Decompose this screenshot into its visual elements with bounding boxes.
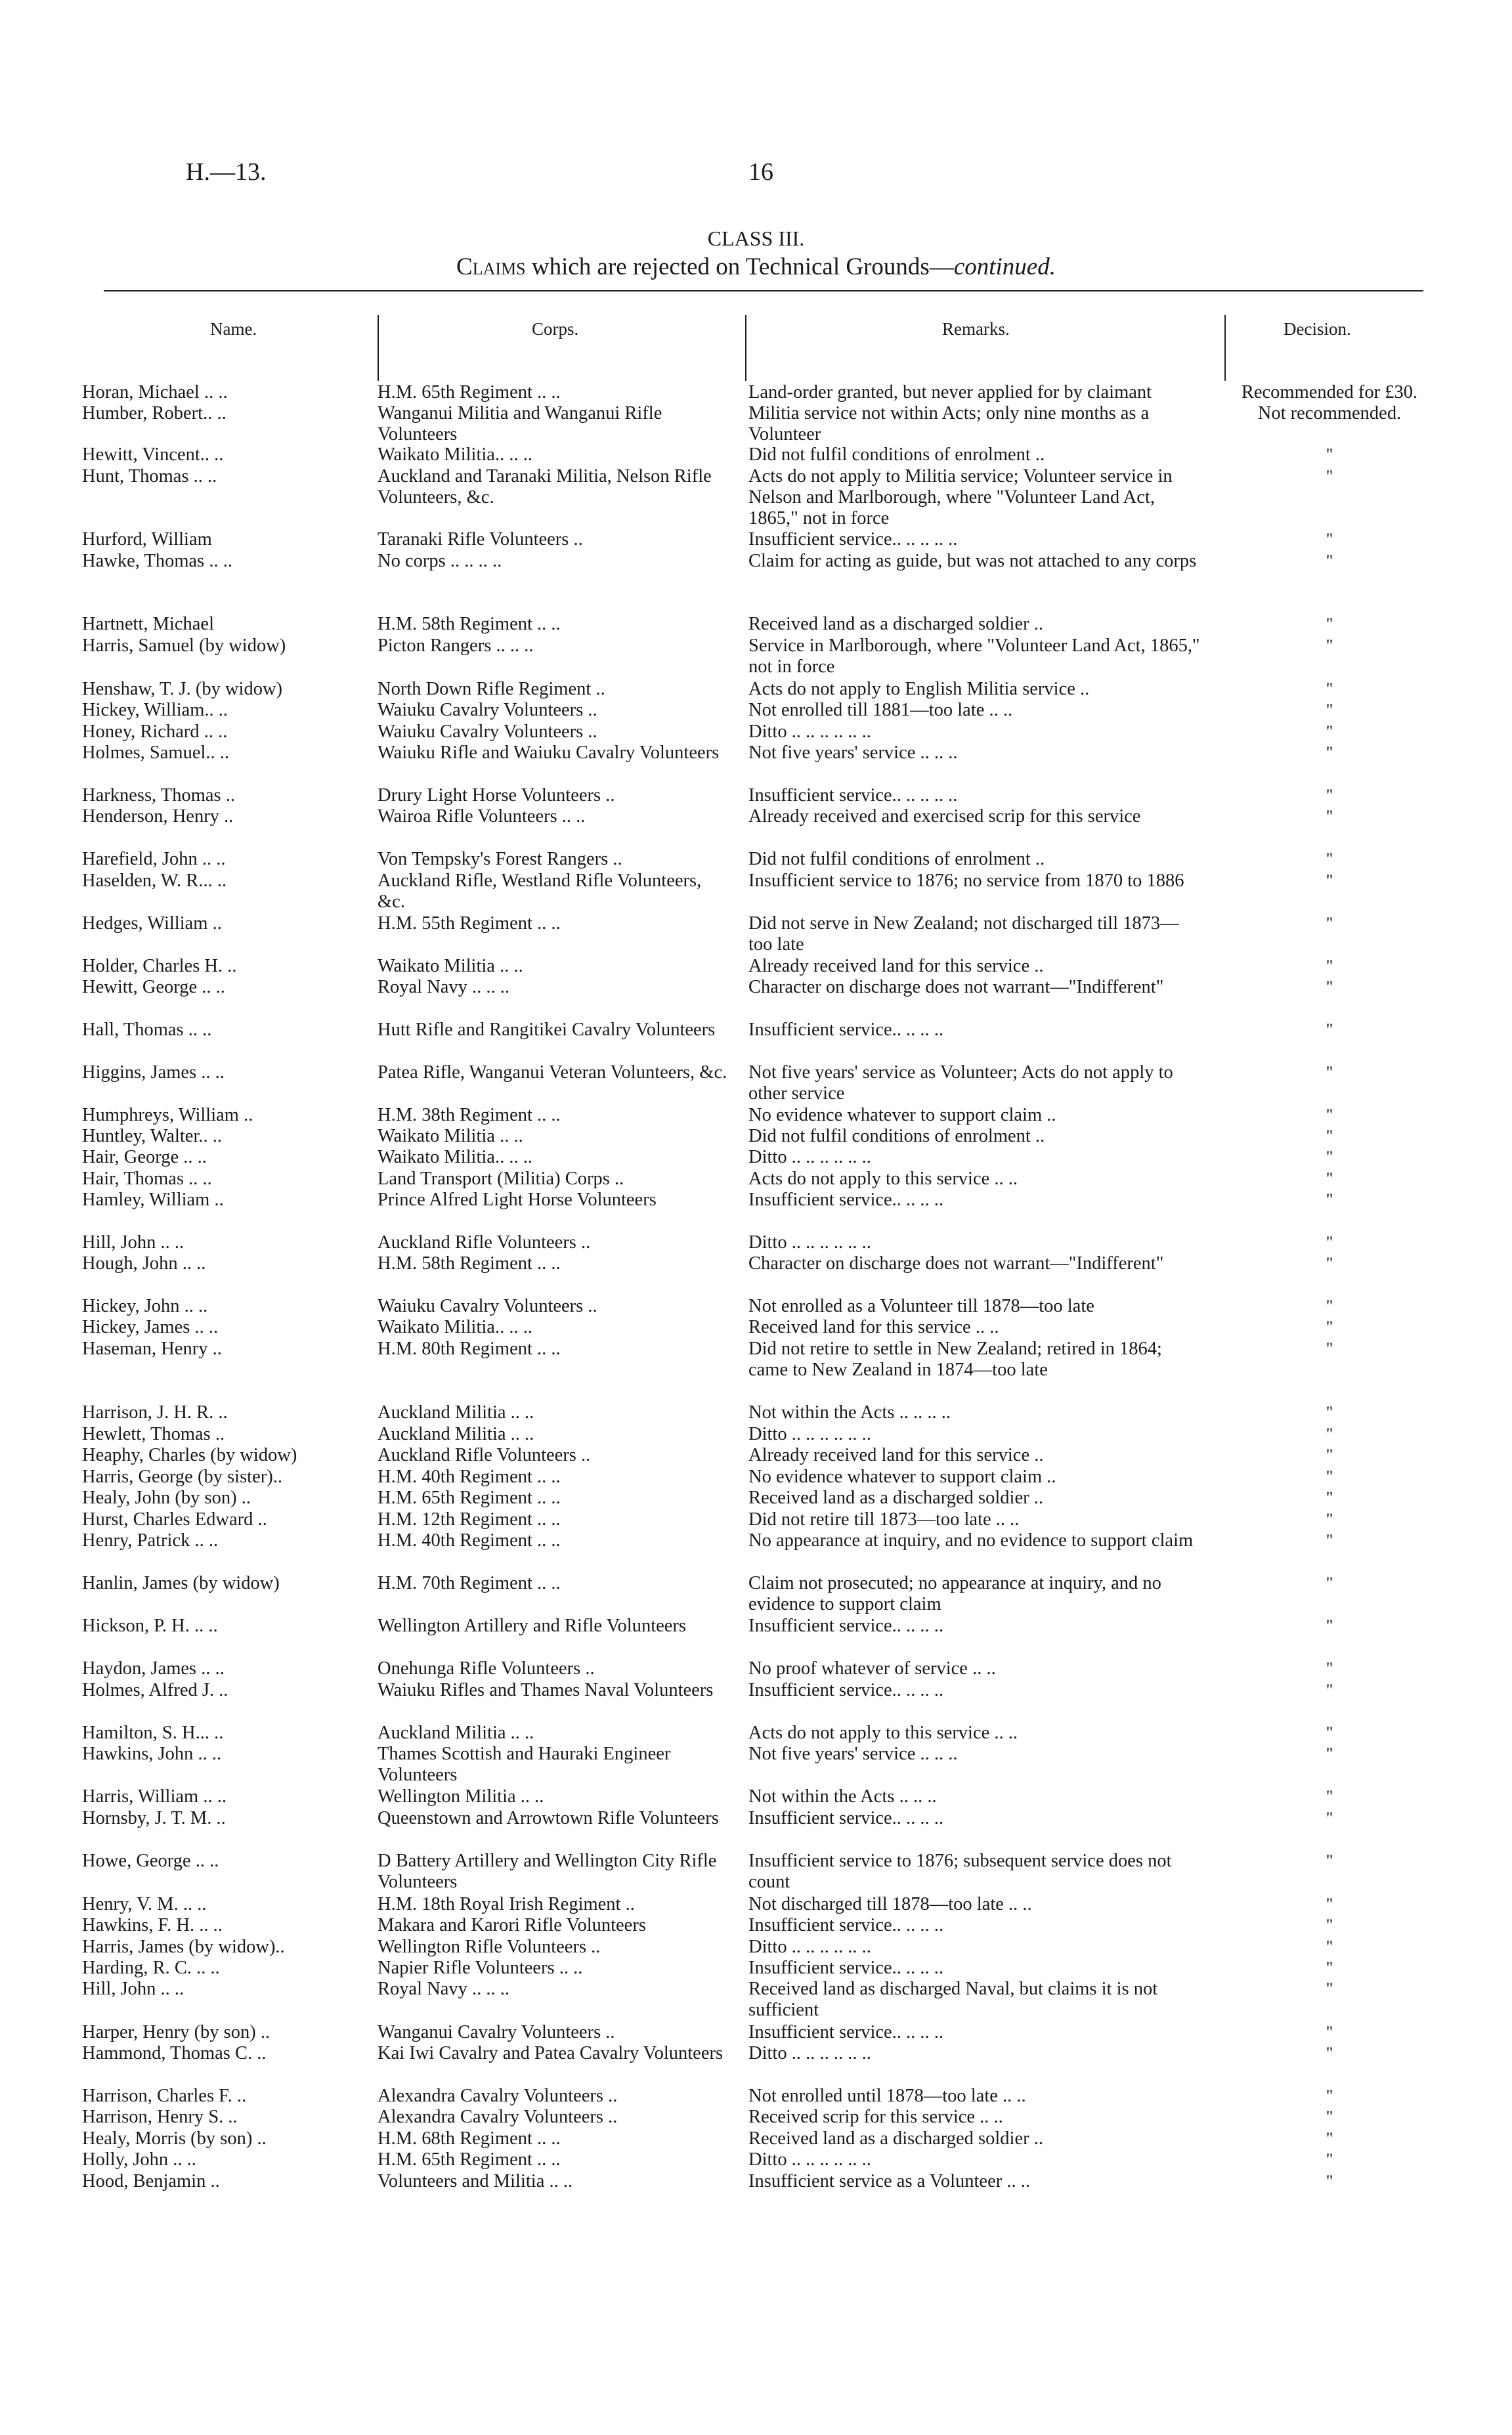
decision: " [1326, 1318, 1333, 1337]
remarks: Insufficient service.. .. .. .. [748, 2022, 944, 2042]
claimant-name: Holmes, Alfred J. .. [82, 1680, 228, 1700]
decision: " [1326, 1063, 1333, 1082]
page-number: 16 [748, 158, 773, 186]
claimant-name: Hawkins, F. H. .. .. [82, 1915, 223, 1935]
decision: " [1326, 1297, 1333, 1316]
remarks: Ditto .. .. .. .. .. .. [748, 1937, 871, 1957]
corps: Royal Navy .. .. .. [378, 1979, 510, 1999]
claimant-name: Hewitt, Vincent.. .. [82, 444, 224, 465]
corps: Waiuku Cavalry Volunteers .. [378, 722, 597, 742]
decision: " [1326, 1169, 1333, 1188]
remarks: Not five years' service .. .. .. [748, 1744, 958, 1764]
claimant-name: Hall, Thomas .. .. [82, 1020, 212, 1040]
decision: " [1326, 1020, 1333, 1039]
decision: " [1326, 743, 1333, 762]
remarks: No evidence whatever to support claim .. [748, 1467, 1056, 1487]
decision: " [1326, 445, 1333, 464]
remarks: Did not serve in New Zealand; not discharged till 1873—too late [748, 913, 1179, 955]
remarks: Character on discharge does not warrant—"Indifferent" [748, 1253, 1164, 1274]
remarks: Acts do not apply to this service .. .. [748, 1169, 1018, 1189]
corps: Von Tempsky's Forest Rangers .. [378, 849, 622, 869]
decision: " [1326, 679, 1333, 699]
corps: Waiuku Rifles and Thames Naval Volunteers [378, 1680, 714, 1700]
claimant-name: Hurst, Charles Edward .. [82, 1509, 267, 1530]
claimant-name: Harrison, Charles F. .. [82, 2086, 247, 2106]
corps: Queenstown and Arrowtown Rifle Volunteers [378, 1808, 719, 1828]
claimant-name: Hanlin, James (by widow) [82, 1573, 280, 1593]
corps: H.M. 65th Regiment .. .. [378, 382, 561, 402]
corps: Patea Rifle, Wanganui Veteran Volunteers, &c. [378, 1062, 727, 1083]
remarks: Already received land for this service .. [748, 1445, 1044, 1465]
decision: " [1326, 2044, 1333, 2063]
claimant-name: Hill, John .. .. [82, 1232, 184, 1253]
corps: North Down Rifle Regiment .. [378, 679, 605, 699]
corps: H.M. 18th Royal Irish Regiment .. [378, 1894, 635, 1914]
corps: Waikato Militia.. .. .. [378, 1147, 532, 1167]
decision: " [1326, 1787, 1333, 1806]
corps: Auckland Rifle Volunteers .. [378, 1445, 591, 1465]
remarks: Claim not prosecuted; no appearance at inquiry, and no evidence to support claim [748, 1573, 1161, 1614]
decision: " [1326, 978, 1333, 997]
corps: Auckland Militia .. .. [378, 1424, 534, 1444]
decision: " [1326, 957, 1333, 976]
claimant-name: Hickey, James .. .. [82, 1317, 219, 1337]
remarks: Not five years' service .. .. .. [748, 743, 958, 763]
column-divider [745, 315, 746, 381]
claimant-name: Hunt, Thomas .. .. [82, 466, 217, 486]
corps: Napier Rifle Volunteers .. .. [378, 1958, 583, 1978]
remarks: Received land as a discharged soldier .. [748, 1488, 1043, 1508]
remarks: Insufficient service.. .. .. .. [748, 1915, 944, 1935]
claimant-name: Honey, Richard .. .. [82, 722, 228, 742]
remarks: Not enrolled until 1878—too late .. .. [748, 2086, 1026, 2106]
claimant-name: Hamley, William .. [82, 1190, 224, 1210]
corps: Taranaki Rifle Volunteers .. [378, 529, 583, 549]
remarks: Received land as discharged Naval, but claims it is not sufficient [748, 1979, 1158, 2020]
claimant-name: Horan, Michael .. .. [82, 382, 228, 402]
decision: " [1326, 467, 1333, 486]
caption-continued: continued. [953, 253, 1056, 280]
remarks: Not within the Acts .. .. .. [748, 1786, 937, 1807]
corps: Waiuku Cavalry Volunteers .. [378, 1296, 597, 1316]
corps: H.M. 65th Regiment .. .. [378, 1488, 561, 1508]
claimant-name: Hurford, William [82, 529, 212, 549]
remarks: Acts do not apply to this service .. .. [748, 1723, 1018, 1743]
remarks: Already received land for this service .. [748, 956, 1044, 976]
claimant-name: Harding, R. C. .. .. [82, 1958, 220, 1978]
claimant-name: Haydon, James .. .. [82, 1658, 225, 1679]
claimant-name: Huntley, Walter.. .. [82, 1126, 222, 1146]
header-top-rule [104, 290, 1423, 291]
claimant-name: Hough, John .. .. [82, 1253, 206, 1274]
decision: " [1326, 1809, 1333, 1828]
decision: " [1326, 1616, 1333, 1635]
decision: " [1326, 1446, 1333, 1465]
document-reference: H.—13. [186, 158, 267, 186]
remarks: Received land as a discharged soldier .. [748, 614, 1043, 634]
corps: Onehunga Rifle Volunteers .. [378, 1658, 595, 1679]
decision: " [1326, 1531, 1333, 1550]
claimant-name: Hawkins, John .. .. [82, 1744, 222, 1764]
claimant-name: Harris, William .. .. [82, 1786, 227, 1807]
decision: " [1326, 1659, 1333, 1678]
decision: " [1326, 1744, 1333, 1763]
decision: " [1326, 1574, 1333, 1593]
remarks: Insufficient service.. .. .. .. .. [748, 785, 958, 806]
decision: " [1326, 1403, 1333, 1422]
corps: Wellington Rifle Volunteers .. [378, 1937, 601, 1957]
caption-text: which are rejected on Technical Grounds— [525, 253, 954, 280]
claimant-name: Hill, John .. .. [82, 1979, 184, 1999]
remarks: Insufficient service to 1876; no service from 1870 to 1886 [748, 871, 1184, 891]
corps: H.M. 68th Regiment .. .. [378, 2128, 561, 2149]
decision: " [1326, 530, 1333, 549]
decision: " [1326, 1339, 1333, 1358]
decision: " [1326, 807, 1333, 826]
claimant-name: Hawke, Thomas .. .. [82, 551, 233, 571]
corps: H.M. 70th Regiment .. .. [378, 1573, 561, 1593]
corps: Prince Alfred Light Horse Volunteers [378, 1190, 657, 1210]
corps: Volunteers and Militia .. .. [378, 2171, 573, 2191]
remarks: Did not fulfil conditions of enrolment .. [748, 849, 1045, 869]
claimant-name: Hartnett, Michael [82, 614, 215, 634]
column-header-remarks: Remarks. [942, 319, 1010, 339]
claimant-name: Hewlett, Thomas .. [82, 1424, 225, 1444]
corps: Land Transport (Militia) Corps .. [378, 1169, 624, 1189]
claimant-name: Hammond, Thomas C. .. [82, 2043, 267, 2063]
claimant-name: Hickey, John .. .. [82, 1296, 208, 1316]
remarks: Character on discharge does not warrant—"Indifferent" [748, 977, 1164, 997]
claimant-name: Heaphy, Charles (by widow) [82, 1445, 297, 1465]
corps: Waiuku Cavalry Volunteers .. [378, 700, 597, 720]
claimant-name: Hood, Benjamin .. [82, 2171, 220, 2191]
remarks: Acts do not apply to English Militia service .. [748, 679, 1090, 699]
column-header-corps: Corps. [532, 319, 579, 339]
decision: " [1326, 1510, 1333, 1529]
corps: Auckland Rifle, Westland Rifle Volunteers, &c. [378, 871, 702, 912]
corps: H.M. 80th Regiment .. .. [378, 1339, 561, 1359]
corps: Picton Rangers .. .. .. [378, 636, 534, 656]
decision: " [1326, 722, 1333, 741]
remarks: Did not retire to settle in New Zealand; retired in 1864; came to New Zealand in 1874—too late [748, 1339, 1162, 1380]
remarks: Did not fulfil conditions of enrolment .. [748, 1126, 1045, 1146]
claimant-name: Harrison, J. H. R. .. [82, 1402, 228, 1423]
remarks: Not enrolled till 1881—too late .. .. [748, 700, 1013, 720]
decision: " [1326, 1425, 1333, 1444]
decision: " [1326, 1681, 1333, 1700]
corps: Makara and Karori Rifle Volunteers [378, 1915, 646, 1935]
corps: Royal Navy .. .. .. [378, 977, 510, 997]
decision: " [1326, 1979, 1333, 1998]
claimant-name: Hewitt, George .. .. [82, 977, 225, 997]
remarks: Ditto .. .. .. .. .. .. [748, 1424, 871, 1444]
remarks: Militia service not within Acts; only nine months as a Volunteer [748, 403, 1150, 444]
corps: Alexandra Cavalry Volunteers .. [378, 2107, 618, 2127]
corps: Auckland Rifle Volunteers .. [378, 1232, 591, 1253]
remarks: Insufficient service to 1876; subsequent service does not count [748, 1851, 1172, 1892]
decision: " [1326, 2172, 1333, 2191]
corps: Hutt Rifle and Rangitikei Cavalry Volunteers [378, 1020, 716, 1040]
corps: H.M. 58th Regiment .. .. [378, 1253, 561, 1274]
decision: Recommended for £30. [1241, 382, 1418, 402]
corps: H.M. 55th Regiment .. .. [378, 913, 561, 934]
claimant-name: Haseman, Henry .. [82, 1339, 222, 1359]
decision: " [1326, 1106, 1333, 1125]
claimant-name: Henderson, Henry .. [82, 806, 234, 827]
claimant-name: Holmes, Samuel.. .. [82, 743, 230, 763]
claimant-name: Harper, Henry (by son) .. [82, 2022, 270, 2042]
decision: " [1326, 2086, 1333, 2105]
remarks: Ditto .. .. .. .. .. .. [748, 2043, 871, 2063]
caption-lead: Claims [456, 253, 526, 280]
remarks: Ditto .. .. .. .. .. .. [748, 1232, 871, 1253]
claimant-name: Higgins, James .. .. [82, 1062, 225, 1083]
claimant-name: Harefield, John .. .. [82, 849, 226, 869]
column-header-name: Name. [210, 319, 257, 339]
claimant-name: Henry, Patrick .. .. [82, 1530, 219, 1551]
column-divider [378, 315, 379, 381]
claimant-name: Hair, Thomas .. .. [82, 1169, 212, 1189]
claimant-name: Hair, George .. .. [82, 1147, 207, 1167]
remarks: Ditto .. .. .. .. .. .. [748, 722, 871, 742]
corps: Kai Iwi Cavalry and Patea Cavalry Volunteers [378, 2043, 724, 2063]
decision: " [1326, 614, 1333, 634]
decision: " [1326, 1467, 1333, 1486]
decision: " [1326, 1488, 1333, 1507]
remarks: No proof whatever of service .. .. [748, 1658, 996, 1679]
claimant-name: Hickson, P. H. .. .. [82, 1616, 218, 1636]
remarks: Insufficient service.. .. .. .. [748, 1190, 944, 1210]
remarks: Insufficient service.. .. .. .. .. [748, 529, 958, 549]
remarks: Insufficient service.. .. .. .. [748, 1680, 944, 1700]
decision: " [1326, 2023, 1333, 2042]
remarks: No evidence whatever to support claim .. [748, 1105, 1056, 1125]
remarks: Ditto .. .. .. .. .. .. [748, 1147, 871, 1167]
remarks: Received scrip for this service .. .. [748, 2107, 1003, 2127]
corps: Wanganui Militia and Wanganui Rifle Volunteers [378, 403, 662, 444]
decision: " [1326, 871, 1333, 890]
decision: " [1326, 914, 1333, 933]
remarks: Not five years' service as Volunteer; Acts do not apply to other service [748, 1062, 1173, 1104]
corps: Waikato Militia.. .. .. [378, 1317, 532, 1337]
claimant-name: Hickey, William.. .. [82, 700, 228, 720]
corps: No corps .. .. .. .. [378, 551, 502, 571]
column-header-decision: Decision. [1284, 319, 1351, 339]
decision: " [1326, 1127, 1333, 1146]
claimant-name: Harris, James (by widow).. [82, 1937, 285, 1957]
corps: Wellington Artillery and Rifle Volunteers [378, 1616, 686, 1636]
corps: Wellington Militia .. .. [378, 1786, 544, 1807]
decision: " [1326, 636, 1333, 655]
remarks: Received land for this service .. .. [748, 1317, 999, 1337]
remarks: Ditto .. .. .. .. .. .. [748, 2149, 871, 2170]
decision: " [1326, 1916, 1333, 1935]
decision: " [1326, 1851, 1333, 1870]
remarks: Insufficient service.. .. .. .. [748, 1958, 944, 1978]
corps: H.M. 40th Regiment .. .. [378, 1530, 561, 1551]
corps: Auckland Militia .. .. [378, 1402, 534, 1423]
remarks: Acts do not apply to Militia service; Volunteer service in Nelson and Marlborough, where "Volunteer Land Act, 1865," not in force [748, 466, 1173, 528]
corps: H.M. 58th Regiment .. .. [378, 614, 561, 634]
class-title: CLASS III. [707, 226, 805, 250]
claimant-name: Hedges, William .. [82, 913, 222, 934]
remarks: Claim for acting as guide, but was not attached to any corps [748, 551, 1197, 571]
decision: " [1326, 1895, 1333, 1914]
decision: Not recommended. [1257, 403, 1402, 423]
corps: H.M. 12th Regiment .. .. [378, 1509, 561, 1530]
remarks: Land-order granted, but never applied for by claimant [748, 382, 1152, 402]
claimant-name: Harris, George (by sister).. [82, 1467, 282, 1487]
decision: " [1326, 2107, 1333, 2126]
corps: Waikato Militia .. .. [378, 956, 523, 976]
corps: Wanganui Cavalry Volunteers .. [378, 2022, 615, 2042]
corps: H.M. 40th Regiment .. .. [378, 1467, 561, 1487]
decision: " [1326, 1233, 1333, 1252]
claimant-name: Haselden, W. R... .. [82, 871, 227, 891]
corps: Waikato Militia .. .. [378, 1126, 523, 1146]
corps: Drury Light Horse Volunteers .. [378, 785, 615, 806]
remarks: No appearance at inquiry, and no evidence to support claim [748, 1530, 1194, 1551]
remarks: Service in Marlborough, where "Volunteer Land Act, 1865," not in force [748, 636, 1200, 677]
remarks: Insufficient service.. .. .. .. [748, 1020, 944, 1040]
claimant-name: Henry, V. M. .. .. [82, 1894, 207, 1914]
claimant-name: Harkness, Thomas .. [82, 785, 235, 806]
claimant-name: Harris, Samuel (by widow) [82, 636, 286, 656]
decision: " [1326, 1148, 1333, 1167]
remarks: Did not fulfil conditions of enrolment .. [748, 444, 1045, 465]
decision: " [1326, 1190, 1333, 1209]
decision: " [1326, 1723, 1333, 1742]
corps: H.M. 65th Regiment .. .. [378, 2149, 561, 2170]
decision: " [1326, 1937, 1333, 1956]
remarks: Received land as a discharged soldier .. [748, 2128, 1043, 2149]
claimant-name: Hamilton, S. H... .. [82, 1723, 224, 1743]
claimant-name: Harrison, Henry S. .. [82, 2107, 238, 2127]
claimant-name: Howe, George .. .. [82, 1851, 219, 1871]
decision: " [1326, 1958, 1333, 1977]
remarks: Did not retire till 1873—too late .. .. [748, 1509, 1020, 1530]
claimant-name: Humber, Robert.. .. [82, 403, 227, 423]
table-caption [0, 253, 1512, 281]
corps: Alexandra Cavalry Volunteers .. [378, 2086, 618, 2106]
corps: Wairoa Rifle Volunteers .. .. [378, 806, 586, 827]
decision: " [1326, 850, 1333, 869]
claimant-name: Humphreys, William .. [82, 1105, 253, 1125]
column-divider [1224, 315, 1226, 381]
decision: " [1326, 2150, 1333, 2169]
decision: " [1326, 786, 1333, 805]
decision: " [1326, 2129, 1333, 2148]
claimant-name: Hornsby, J. T. M. .. [82, 1808, 226, 1828]
remarks: Not enrolled as a Volunteer till 1878—too late [748, 1296, 1094, 1316]
remarks: Not within the Acts .. .. .. .. [748, 1402, 951, 1423]
remarks: Insufficient service.. .. .. .. [748, 1808, 944, 1828]
corps: Waiuku Rifle and Waiuku Cavalry Volunteers [378, 743, 720, 763]
corps: D Battery Artillery and Wellington City Rifle Volunteers [378, 1851, 717, 1892]
remarks: Already received and exercised scrip for this service [748, 806, 1141, 827]
corps: Auckland Militia .. .. [378, 1723, 534, 1743]
claimant-name: Holly, John .. .. [82, 2149, 196, 2170]
remarks: Not discharged till 1878—too late .. .. [748, 1894, 1032, 1914]
remarks: Insufficient service.. .. .. .. [748, 1616, 944, 1636]
decision: " [1326, 551, 1333, 571]
decision: " [1326, 700, 1333, 720]
corps: Thames Scottish and Hauraki Engineer Volunteers [378, 1744, 671, 1785]
claimant-name: Henshaw, T. J. (by widow) [82, 679, 283, 699]
corps: H.M. 38th Regiment .. .. [378, 1105, 561, 1125]
claimant-name: Healy, John (by son) .. [82, 1488, 251, 1508]
claimant-name: Healy, Morris (by son) .. [82, 2128, 267, 2149]
remarks: Insufficient service as a Volunteer .. .. [748, 2171, 1030, 2191]
corps: Waikato Militia.. .. .. [378, 444, 532, 465]
corps: Auckland and Taranaki Militia, Nelson Rifle Volunteers, &c. [378, 466, 712, 507]
claimant-name: Holder, Charles H. .. [82, 956, 237, 976]
decision: " [1326, 1254, 1333, 1273]
